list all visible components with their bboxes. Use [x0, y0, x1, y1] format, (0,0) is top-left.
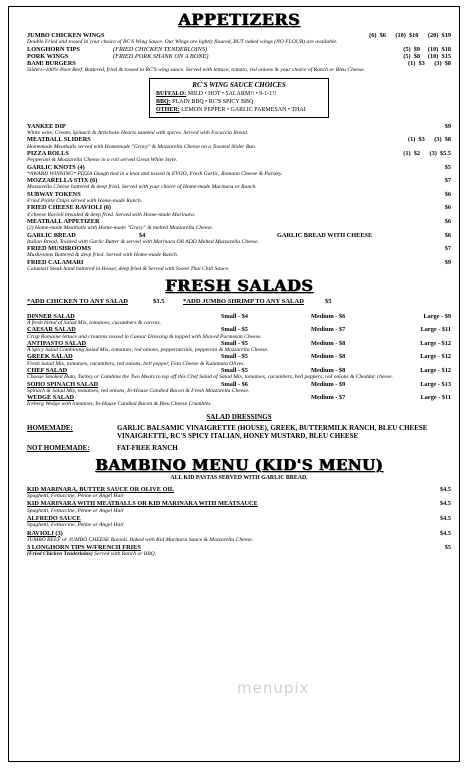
salad-name: ANTIPASTO SALAD: [27, 339, 87, 347]
kids-item-name: RAVIOLI (3): [27, 529, 63, 537]
kids-item-price: $5: [444, 544, 451, 552]
item-desc: (2) Home-made Meatballs with Home-made "Gravy" & melted Mozzarella Cheese.: [27, 225, 214, 232]
kids-item-name: KID MARINARA WITH MEATBALLS OR KID MARINARA WITH MEATSAUCE: [27, 500, 258, 508]
bam-item: [27, 60, 451, 74]
item-desc: Pepperoni & Mozzarella Cheese in a roll served Great White Style.: [27, 157, 178, 164]
buffalo-label: BUFFALO:: [156, 90, 187, 97]
add-chicken-price: $3.5: [153, 298, 165, 306]
item-desc: Italian Bread, Toasted with Garlic Butter & served with Marinara OR ADD Melted Mozzarella Cheese.: [27, 238, 260, 245]
item-desc: Calamari Steak hand battered in House, deep fried & Served with Sweet Thai Chili Sauce.: [27, 266, 230, 273]
kids-item-desc: Spaghetti, Fettuccine, Penne or Angel Hair: [27, 522, 124, 529]
item-desc: White wine, Cream, Spinach & Artichoke Hearts sautéed with spices. Served with Focaccia Bread.: [27, 130, 249, 137]
pork-item: [27, 53, 451, 60]
salad-item: [27, 394, 451, 408]
appetizer-item: [27, 191, 451, 205]
other-sauces: LEMON PEPPER • GARLIC PARMESAN • THAI: [181, 106, 306, 113]
wings-desc: Double Fried and tossed in your choice of RC'S Wing Sauce. Our Wings are lightly floured, BUT naked wings (NO FLOUR) are available.: [27, 39, 338, 46]
salad-small: Small - $4: [221, 312, 248, 320]
salad-large: Large - $11: [420, 326, 451, 334]
kids-item-desc: JUMBO BEEF or JUMBO CHEESE Ravioli. Baked with Kid Marinara Sauce & Mozzarella Cheese.: [27, 536, 254, 543]
kids-item-price: $4.5: [439, 514, 451, 522]
wings-options: (6) $6 (10) $10 (20) $19: [369, 32, 451, 39]
salad-medium: Medium - $8: [311, 339, 346, 347]
kids-note: ALL KID PASTAS SERVED WITH GARLIC BREAD.: [170, 474, 308, 481]
salad-list: [27, 313, 451, 408]
add-shrimp-label: *ADD JUMBO SHRIMP TO ANY SALAD: [183, 298, 304, 306]
bam-desc: Sliders~100% Pure Beef. Battered, fried & tossed in RC'S wing sauce. Served with lettuce, tomato, red onions & your choice of Ranch or Bleu Cheese.: [27, 67, 365, 74]
kids-item-price: $4.5: [439, 485, 451, 493]
salad-item: [27, 313, 451, 327]
item-desc: Mushrooms Battered & deep fried. Served with Home-made Ranch.: [27, 252, 179, 259]
salad-name: SOHO SPINACH SALAD: [27, 380, 99, 388]
salad-addons: [27, 298, 451, 305]
item-name: MEATBALL APPETIZER: [27, 217, 100, 225]
salad-large: Large - $12: [420, 339, 451, 347]
kids-item: [27, 544, 451, 558]
salad-item: [27, 340, 451, 354]
salad-desc: A fresh blend of Salad Mix, tomatoes, cucumbers & carrots.: [27, 319, 162, 326]
salad-desc: A Spicy Salad Combining Salad Mix, tomatoes, red onions, pepperoncinis, pepperoni & Mozzarella Cheese.: [27, 347, 269, 354]
appetizer-item: [27, 218, 451, 232]
item-name: FRIED CALAMARI: [27, 258, 84, 266]
bam-options: (1) $3 (3) $8: [407, 60, 451, 68]
item-price: (1) $3 (3) $8: [407, 136, 451, 144]
appetizer-item: [27, 123, 451, 137]
kids-item: [27, 500, 451, 514]
salad-medium: Medium - $7: [311, 394, 346, 402]
kids-item-desc: Spaghetti, Fettuccine, Penne or Angel Hair: [27, 493, 124, 500]
bbq-sauces: PLAIN BBQ • RC'S SPICY BBQ: [172, 98, 254, 105]
bbq-label: BBQ:: [156, 98, 171, 105]
salad-medium: Medium - $7: [311, 326, 346, 334]
item-price: $6: [444, 231, 451, 239]
sauce-choices-box: [149, 78, 329, 118]
kids-list: [27, 486, 451, 558]
kids-item-desc: Served with Ranch or BBQ.: [92, 551, 157, 558]
item-name: FRIED CHEESE RAVIOLI (6): [27, 204, 112, 212]
pork-options: (5) $8 (10) $15: [403, 52, 451, 60]
salad-small: Small - $5: [221, 366, 248, 374]
kids-item-price: $4.5: [439, 500, 451, 508]
not-homemade-label: NOT HOMEMADE:: [27, 443, 90, 452]
item-price: $9: [444, 122, 451, 130]
kids-item-price: $4.5: [439, 529, 451, 537]
appetizer-list: [27, 123, 451, 273]
item-name: YANKEE DIP: [27, 122, 66, 130]
pork-name: PORK WINGS: [27, 52, 69, 60]
add-chicken-label: *ADD CHICKEN TO ANY SALAD: [27, 298, 128, 306]
salad-name: GREEK SALAD: [27, 353, 73, 361]
salad-large: Large - $13: [420, 380, 451, 388]
item-name: SUBWAY TOKENS: [27, 190, 81, 198]
salad-small: Small - $6: [221, 380, 248, 388]
item-price: $6: [444, 217, 451, 225]
item-mid-price: $4: [139, 231, 146, 239]
longhorn-options: (5) $9 (10) $18: [403, 45, 451, 53]
salad-large: Large - $12: [420, 353, 451, 361]
item-name: MOZZARELLA STIX (6): [27, 177, 98, 185]
item-price: $6: [444, 190, 451, 198]
kids-item: [27, 486, 451, 500]
add-shrimp-price: $5: [325, 298, 332, 306]
kids-item-name: 3 LONGHORN TIPS W/FRENCH FRIES: [27, 544, 141, 552]
not-homemade-dressings: [27, 444, 451, 452]
other-label: OTHER:: [156, 106, 180, 113]
salad-item: [27, 326, 451, 340]
longhorn-sub: (FRIED CHICKEN TENDERLOINS): [113, 45, 208, 53]
homemade-label: HOMEMADE:: [27, 423, 73, 432]
longhorn-name: LONGHORN TIPS: [27, 45, 80, 53]
item-price: (1) $2 (3) $5.5: [403, 149, 451, 157]
sauce-box-title: RC'S WING SAUCE CHOICES: [192, 80, 286, 89]
salad-small: Small - $5: [221, 326, 248, 334]
item-price: $9: [444, 258, 451, 266]
salad-item: [27, 381, 451, 395]
kids-heading: BAMBINO MENU (KID'S MENU): [95, 455, 383, 474]
menu-page: [8, 6, 460, 762]
salads-heading: FRESH SALADS: [164, 276, 314, 296]
wings-item: [27, 32, 451, 46]
appetizer-item: [27, 164, 451, 178]
salad-medium: Medium - $9: [311, 380, 346, 388]
salad-desc: Iceberg Wedge with tomatoes, In-House Candied Bacon & Bleu Cheese Crumbles.: [27, 401, 212, 408]
item-desc: Mozzarella Cheese battered & deep fried. Served with your choice of Home-made Marinara or Ranch.: [27, 184, 257, 191]
menupix-watermark: menupix: [237, 679, 310, 697]
buffalo-sauces: MILD • HOT • 5ALARM!! • 9-1-1!!: [187, 90, 277, 97]
kids-item-desc-bold: (Fried Chicken Tenderloins): [27, 551, 93, 558]
salad-name: CHEF SALAD: [27, 366, 68, 374]
salad-desc: Spinach & Salad Mix, tomatoes, red onions, In-House Candied Bacon & Fresh Mozzarella Cheese.: [27, 387, 250, 394]
appetizer-item: [27, 232, 451, 246]
salad-large: Large - $12: [420, 366, 451, 374]
kids-item: [27, 530, 451, 544]
not-homemade-list: FAT-FREE RANCH: [117, 443, 178, 452]
salad-name: WEDGE SALAD: [27, 394, 75, 402]
item-desc: Homemade Meatballs served with Homemade "Gravy" & Mozzarella Cheese on a Toasted Slider Bun.: [27, 143, 257, 150]
kids-item-name: ALFREDO SAUCE: [27, 514, 81, 522]
item-desc: Fried Pickle Chips served with Home-made Ranch.: [27, 198, 143, 205]
appetizers-heading: APPETIZERS: [178, 10, 300, 29]
kids-item-name: KID MARINARA, BUTTER SAUCE OR OLIVE OIL: [27, 485, 175, 493]
salad-medium: Medium - $8: [311, 366, 346, 374]
item-price: $7: [444, 245, 451, 253]
appetizer-item: [27, 150, 451, 164]
item-name: FRIED MUSHROOMS: [27, 245, 91, 253]
homemade-dressings: [27, 424, 451, 440]
item-name: MEATBALL SLIDERS: [27, 136, 91, 144]
item-name: GARLIC BREAD: [27, 231, 76, 239]
item-desc: *AWARD WINNING* PIZZA Dough tied in a knot and tossed in EVOO, Fresh Garlic, Romano Cheese & Parsley.: [27, 170, 283, 177]
salad-desc: Crisp Romaine lettuce and croutons tossed in Caesar Dressing & topped with Shaved Parmesan Cheese.: [27, 333, 262, 340]
salad-large: Large - $9: [423, 312, 451, 320]
salad-small: Small - $5: [221, 339, 248, 347]
salad-item: [27, 367, 451, 381]
salad-medium: Medium - $8: [311, 353, 346, 361]
item-price: $5: [444, 163, 451, 171]
item-price: $6: [444, 204, 451, 212]
salad-desc: Choose Smoked Ham, Turkey or Combine the Two Meats to top off this Chef Salad of Salad Mix, tomatoes, cucumbers, bell peppers, red onions & Cheddar cheese.: [27, 374, 394, 381]
longhorn-item: [27, 46, 451, 53]
dressings-heading: SALAD DRESSINGS: [206, 412, 272, 421]
appetizer-item: [27, 245, 451, 259]
item-mid-name: GARLIC BREAD WITH CHEESE: [277, 231, 373, 239]
salad-large: Large - $11: [420, 394, 451, 402]
salad-name: DINNER SALAD: [27, 312, 75, 320]
appetizer-item: [27, 204, 451, 218]
kids-item-desc: Spaghetti, Fettuccine, Penne or Angel Hair: [27, 507, 124, 514]
salad-desc: Fresh Salad Mix, tomatoes, cucumbers, red onions, bell pepper, Feta Cheese & Kalamata Olives.: [27, 360, 245, 367]
item-desc: 4 cheese Ravioli breaded & deep fried. Served with Home-made Marinara.: [27, 211, 196, 218]
salad-small: Small - $5: [221, 353, 248, 361]
pork-sub: (FRIED PORK SHANK ON A BONE): [113, 52, 209, 60]
wings-name: JUMBO CHICKEN WINGS: [27, 32, 105, 39]
appetizer-item: [27, 136, 451, 150]
kids-item: [27, 515, 451, 529]
bam-name: BAM! BURGERS: [27, 60, 76, 68]
item-name: PIZZA ROLLS: [27, 149, 69, 157]
item-name: GARLIC KNOTS (4): [27, 163, 85, 171]
homemade-list: GARLIC BALSAMIC VINAIGRETTE (HOUSE), GREEK, BUTTERMILK RANCH, BLEU CHEESE VINAIGRETTE, RC'S SPICY ITALIAN, HONEY MUSTARD, BLEU CHEESE: [117, 423, 428, 440]
item-price: $7: [444, 177, 451, 185]
salad-medium: Medium - $6: [311, 312, 346, 320]
appetizer-item: [27, 177, 451, 191]
salad-name: CAESAR SALAD: [27, 326, 76, 334]
salad-item: [27, 353, 451, 367]
appetizer-item: [27, 259, 451, 273]
